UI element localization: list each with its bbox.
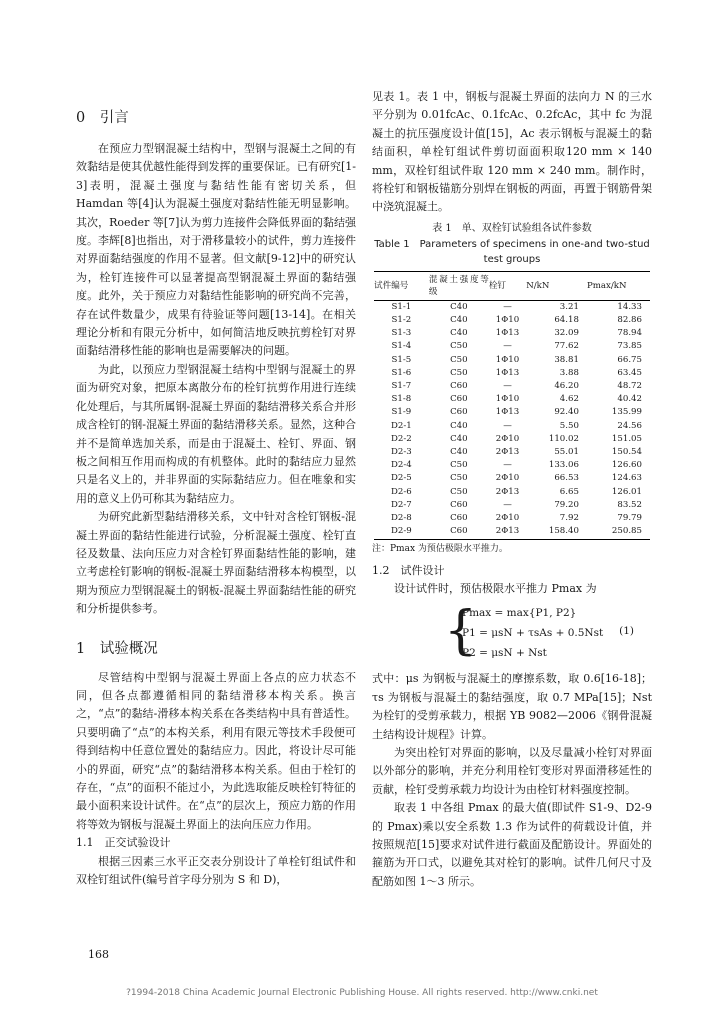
table-row <box>374 300 650 314</box>
table-row <box>374 393 650 406</box>
header-grade: 混凝土强度等级 <box>428 274 489 297</box>
footer-copyright: ?1994-2018 China Academic Journal Electronic Publishing House. All rights reserved. http://www.cnki.net <box>126 988 598 998</box>
cell-id: S1-6 <box>391 367 412 378</box>
cell-pmax: 151.05 <box>611 433 642 444</box>
cell-grade: C50 <box>450 341 468 352</box>
cell-stud: 2Φ10 <box>495 473 520 484</box>
cell-stud: — <box>503 341 512 352</box>
cell-n: 4.62 <box>559 394 579 405</box>
table-row <box>374 525 650 539</box>
table-row <box>374 446 650 459</box>
cell-n: 92.40 <box>554 407 579 418</box>
cell-grade: C50 <box>450 367 468 378</box>
cell-pmax: 24.56 <box>617 420 642 431</box>
cell-n: 3.88 <box>559 367 579 378</box>
design-paragraph: 设计试件时，预估极限水平推力 Pmax 为 <box>394 581 597 595</box>
intro-paragraph-3: 为研究此新型黏结滑移关系，文中针对含栓钉钢板-混凝土界面的黏结性能进行试验，分析混凝土强度、栓钉直径及数量、法向压应力对含栓钉界面黏结性能的影响，建立考虑栓钉影响的钢板-混凝土界面黏结滑移本构模型，以期为预应力型钢混凝土的钢板-混凝土界面黏结性能的研究和分析提供参考。 <box>76 510 356 616</box>
table-row <box>374 512 650 525</box>
formula-line-3: P2 = μsN + Nst <box>462 647 547 660</box>
cell-n: 133.06 <box>548 460 579 471</box>
cell-pmax: 83.52 <box>617 499 642 510</box>
cell-id: S1-3 <box>391 328 412 339</box>
cell-id: S1-4 <box>391 341 412 352</box>
cell-stud: — <box>503 420 512 431</box>
cell-n: 158.40 <box>548 526 579 537</box>
cell-id: S1-2 <box>391 315 412 326</box>
table-title-en: Table 1 Parameters of specimens in one-and two-stud test groups <box>374 238 650 265</box>
section-1-1-heading: 1.1 正交试验设计 <box>76 836 171 850</box>
cell-stud: 1Φ13 <box>495 407 520 418</box>
cell-id: S1-8 <box>391 394 412 405</box>
cell-pmax: 124.63 <box>611 473 642 484</box>
table-note: 注：Pmax 为预估极限水平推力。 <box>372 543 508 554</box>
cell-stud: 2Φ10 <box>495 433 520 444</box>
overview-paragraph: 尽管结构中型钢与混凝土界面上各点的应力状态不同，但各点都遵循相同的黏结滑移本构关系。换言之，“点”的黏结-滑移本构关系在各类结构中具有普适性。只要明确了“点”的本构关系，利用有限元等技术手段便可得到结构中任意位置处的黏结应力。因此，将设计尽可能小的界面，研究“点”的黏结滑移本构关系。但由于栓钉的存在，“点”的面积不能过小，为此选取能反映栓钉特征的最小面积来设计试件。在“点”的层次上，预应力筋的作用将等效为钢板与混凝土界面上的法向压应力作用。 <box>76 670 356 831</box>
stud-paragraph: 为突出栓钉对界面的影响，以及尽量减小栓钉对界面以外部分的影响，并充分利用栓钉变形对界面滑移延性的贡献，栓钉受剪承载力均设计为由栓钉材料强度控制。 <box>372 745 652 796</box>
cell-pmax: 63.45 <box>617 367 642 378</box>
cell-grade: C40 <box>450 328 468 339</box>
cell-grade: C60 <box>450 394 468 405</box>
cell-grade: C40 <box>450 301 468 312</box>
cell-n: 7.92 <box>559 513 579 524</box>
cell-pmax: 135.99 <box>611 407 642 418</box>
cell-n: 110.02 <box>548 433 579 444</box>
cell-stud: 1Φ10 <box>495 354 520 365</box>
cell-n: 77.62 <box>554 341 579 352</box>
left-column <box>76 108 356 889</box>
formula-number: (1) <box>619 625 634 638</box>
cell-pmax: 78.94 <box>617 328 642 339</box>
cell-stud: — <box>503 381 512 392</box>
header-n: N/kN <box>526 280 550 291</box>
header-stud: 栓钉 <box>488 280 507 291</box>
header-id: 试件编号 <box>374 280 409 291</box>
cell-grade: C50 <box>450 354 468 365</box>
cell-n: 38.81 <box>554 354 579 365</box>
formula-explanation: 式中：μs 为钢板与混凝土的摩擦系数，取 0.6[16-18]；τs 为钢板与混凝土的黏结强度，取 0.7 MPa[15]；Nst 为栓钉的受剪承载力，根据 YB 9082—2006《钢骨混凝土结构设计规程》计算。 <box>372 672 652 741</box>
cell-grade: C40 <box>450 447 468 458</box>
cell-pmax: 73.85 <box>617 341 642 352</box>
cell-n: 79.20 <box>554 499 579 510</box>
intro-paragraph-1: 在预应力型钢混凝土结构中，型钢与混凝土之间的有效黏结是使其优越性能得到发挥的重要保证。已有研究[1-3]表明，混凝土强度与黏结性能有密切关系，但 Hamdan 等[4]认为混凝土强度对黏结性能无明显影响。其次，Roeder 等[7]认为剪力连接件会降低界面的黏结强度。李辉[8]也指出，对于滑移量较小的试件，剪力连接件对界面黏结强度的作用不显著。但文献[9-12]中的研究认为，栓钉连接件可以显著提高型钢混凝土界面的黏结强度。此外，关于预应力对黏结性能影响的研究尚不完善，存在试件数量少，成果有待验证等问题[13-14]。在相关理论分析和有限元分析中，如何简洁地反映抗剪栓钉对界面黏结滑移性能的影响也是需要解决的问题。 <box>76 142 356 358</box>
section-1-2-heading: 1.2 试件设计 <box>372 563 445 577</box>
cell-grade: C60 <box>450 381 468 392</box>
cell-pmax: 250.85 <box>611 526 642 537</box>
cell-id: D2-7 <box>391 499 412 510</box>
cell-pmax: 66.75 <box>617 354 642 365</box>
formula-line-2: P1 = μsN + τsAs + 0.5Nst <box>462 627 604 640</box>
right-column <box>372 88 652 891</box>
cell-stud: — <box>503 499 512 510</box>
cell-n: 5.50 <box>559 420 579 431</box>
table-title: 表 1 单、双栓钉试验组各试件参数 <box>432 222 592 234</box>
page-number: 168 <box>88 948 109 961</box>
cell-n: 64.18 <box>554 315 579 326</box>
table-row <box>374 406 650 419</box>
load-paragraph: 取表 1 中各组 Pmax 的最大值(即试件 S1-9、D2-9 的 Pmax)乘以安全系数 1.3 作为试件的荷载设计值，并按照规范[15]要求对试件进行截面及配筋设计。界面处的箍筋为开口式，以避免其对栓钉的影响。试件几何尺寸及配筋如图 1～3 所示。 <box>372 801 652 888</box>
cell-grade: C60 <box>450 407 468 418</box>
cell-n: 6.65 <box>559 486 579 497</box>
table-row <box>374 420 650 433</box>
cell-stud: 2Φ13 <box>495 486 520 497</box>
formula-brace: { <box>444 601 478 662</box>
table-header-row <box>374 271 650 300</box>
cell-id: D2-1 <box>391 420 412 431</box>
cell-pmax: 79.79 <box>617 513 642 524</box>
cell-stud: 2Φ13 <box>495 447 520 458</box>
cell-grade: C50 <box>450 486 468 497</box>
cell-pmax: 48.72 <box>617 381 642 392</box>
table-row <box>374 486 650 499</box>
cell-id: D2-8 <box>391 513 412 524</box>
intro-paragraph-2: 为此，以预应力型钢混凝土结构中型钢与混凝土的界面为研究对象，把原本离散分布的栓钉抗剪作用进行连续化处理后，与其所属钢-混凝土界面的黏结滑移关系合并形成含栓钉的钢-混凝土界面的黏结滑移关系。显然，这种合并不是简单选加关系，而是由于混凝土、栓钉、界面、钢板之间相互作用而构成的有机整体。此时的黏结应力显然只是名义上的，并非界面的实际黏结应力。但在唯象和实用的意义上仍可称其为黏结应力。 <box>76 362 356 505</box>
header-pmax: Pmax/kN <box>586 280 627 291</box>
cell-pmax: 126.60 <box>611 460 642 471</box>
table-row <box>374 327 650 340</box>
cell-id: D2-6 <box>391 486 412 497</box>
formula-line-1: Pmax = max{P1, P2} <box>462 607 577 620</box>
cell-pmax: 126.01 <box>611 486 642 497</box>
formula-1 <box>372 602 652 664</box>
specimen-table <box>374 271 650 540</box>
cell-grade: C40 <box>450 420 468 431</box>
cell-pmax: 14.33 <box>617 301 642 312</box>
cell-pmax: 82.86 <box>617 315 642 326</box>
cell-grade: C60 <box>450 513 468 524</box>
cell-grade: C50 <box>450 460 468 471</box>
cell-id: S1-5 <box>391 354 412 365</box>
table-row <box>374 459 650 472</box>
cell-id: D2-9 <box>391 526 412 537</box>
cell-grade: C60 <box>450 526 468 537</box>
section-0-heading: 0 引言 <box>76 110 129 126</box>
cell-stud: — <box>503 460 512 471</box>
orthogonal-paragraph: 根据三因素三水平正交表分别设计了单栓钉组试件和双栓钉组试件(编号首字母分别为 S 和 D)， <box>76 854 356 887</box>
cell-pmax: 40.42 <box>617 394 642 405</box>
cell-n: 66.53 <box>554 473 579 484</box>
cell-stud: 1Φ10 <box>495 394 520 405</box>
table-row <box>374 499 650 512</box>
table-row <box>374 314 650 327</box>
cell-pmax: 150.54 <box>611 447 642 458</box>
cell-n: 32.09 <box>554 328 579 339</box>
table-row <box>374 367 650 380</box>
cell-stud: 1Φ13 <box>495 367 520 378</box>
table-row <box>374 380 650 393</box>
cell-grade: C40 <box>450 315 468 326</box>
cell-grade: C50 <box>450 473 468 484</box>
cell-stud: — <box>503 301 512 312</box>
cell-stud: 1Φ10 <box>495 315 520 326</box>
table-row <box>374 433 650 446</box>
cell-id: D2-2 <box>391 433 412 444</box>
cell-grade: C40 <box>450 433 468 444</box>
cell-grade: C60 <box>450 499 468 510</box>
table-row <box>374 354 650 367</box>
table-intro-paragraph: 见表 1。表 1 中，钢板与混凝土界面的法向力 N 的三水平分别为 0.01fcAc、0.1fcAc、0.2fcAc，其中 fc 为混凝土的抗压强度设计值[15]，Ac 表示钢板与混凝土的黏结面积，单栓钉组试件剪切面面积取120 mm × 140 mm，双栓钉组试件取 120 mm × 240 mm。制作时，将栓钉和钢板锚筋分别焊在钢板的两面，再置于钢筋骨架中浇筑混凝土。 <box>372 90 652 214</box>
cell-stud: 2Φ10 <box>495 513 520 524</box>
cell-id: D2-5 <box>391 473 412 484</box>
cell-stud: 1Φ13 <box>495 328 520 339</box>
table-body <box>374 300 650 539</box>
section-1-heading: 1 试验概况 <box>76 640 158 657</box>
cell-n: 3.21 <box>559 301 579 312</box>
table-row <box>374 472 650 485</box>
cell-stud: 2Φ13 <box>495 526 520 537</box>
cell-id: D2-4 <box>391 460 412 471</box>
cell-id: S1-9 <box>391 407 412 418</box>
cell-n: 46.20 <box>554 381 579 392</box>
cell-n: 55.01 <box>554 447 579 458</box>
cell-id: D2-3 <box>391 447 412 458</box>
cell-id: S1-7 <box>391 381 412 392</box>
cell-id: S1-1 <box>391 301 412 312</box>
table-row <box>374 340 650 353</box>
